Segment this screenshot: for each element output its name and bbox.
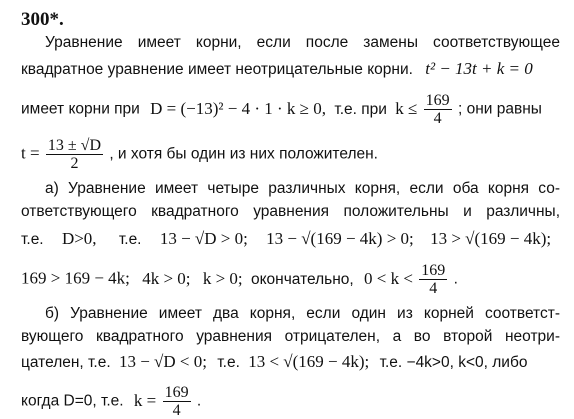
- intro-t-eq: t =: [21, 143, 40, 163]
- fraction-denominator: 4: [433, 110, 442, 127]
- part-b-line-3-text-c: т.е. −4k>0, k<0, либо: [379, 354, 528, 371]
- intro-equation: t² − 13t + k = 0: [425, 59, 533, 78]
- part-b-line-1: б) Уравнение имеет два корня, если один из корней соответст-: [45, 305, 560, 322]
- part-a-ineq-5: 4k > 0;: [142, 268, 191, 288]
- intro-line-3: [21, 92, 574, 127]
- part-a-line-2: ответствующего квадратного уравнения положительны и различны,: [21, 203, 560, 220]
- part-b-line-3: [21, 352, 574, 373]
- part-a-line-4: [21, 262, 574, 297]
- intro-line-3-text-b: т.е. при: [334, 100, 387, 118]
- part-a-line-3: [21, 229, 574, 250]
- fraction-denominator: 4: [429, 280, 438, 297]
- fraction-numerator: 169: [421, 262, 446, 279]
- part-a-line-4-end: .: [453, 270, 458, 288]
- part-b-k-eq: k =: [133, 390, 157, 410]
- part-b-fraction: [163, 384, 191, 419]
- problem-number: 300*.: [21, 9, 64, 30]
- intro-root-fraction: [46, 137, 103, 172]
- fraction-numerator: 169: [425, 92, 450, 109]
- intro-line-3-text-a: имеет корни при: [21, 100, 140, 118]
- part-a-ineq-2: 13 − √(169 − 4k) > 0;: [266, 229, 414, 248]
- part-b-line-4: [21, 384, 574, 419]
- intro-line-4: [21, 137, 574, 172]
- intro-fraction: [424, 92, 452, 127]
- part-a-line-3-text-a: т.е.: [21, 231, 44, 248]
- part-a-ineq-4: 169 > 169 − 4k;: [21, 268, 130, 288]
- part-a-line-3-text-b: т.е.: [118, 231, 142, 248]
- intro-discriminant: D = (−13)² − 4 · 1 · k ≥ 0,: [150, 98, 327, 118]
- intro-line-3-text-c: ; они равны: [457, 100, 542, 118]
- part-b-line-3-text-a: цателен, т.е.: [21, 354, 111, 371]
- part-b-line-3-text-b: т.е.: [217, 354, 240, 371]
- part-a-line-4-text: окончательно,: [250, 270, 354, 288]
- part-a-final-range: 0 < k <: [364, 268, 413, 288]
- part-a-ineq-1: 13 − √D > 0;: [159, 229, 248, 248]
- fraction-numerator: 169: [164, 384, 189, 401]
- fraction-denominator: 4: [172, 402, 181, 419]
- fraction-numerator: 13 ± √D: [47, 137, 101, 154]
- part-b-line-2: вующего квадратного уравнения отрицателен, а во второй неотри-: [21, 328, 560, 345]
- part-b-line-4-text: когда D=0, т.е.: [21, 392, 124, 410]
- intro-line-4-text: , и хотя бы один из них положителен.: [109, 145, 378, 163]
- intro-line-2: [21, 59, 574, 80]
- part-b-ineq-2: 13 < √(169 − 4k);: [248, 352, 370, 371]
- part-a-ineq-6: k > 0;: [202, 268, 243, 288]
- part-a-d-positive: D>0,: [61, 229, 97, 248]
- intro-line-1: Уравнение имеет корни, если после замены соответствующее: [45, 34, 560, 51]
- part-b-ineq-1: 13 − √D < 0;: [118, 352, 207, 371]
- part-a-line-1: а) Уравнение имеет четыре различных корня, если оба корня со-: [45, 180, 560, 197]
- fraction-denominator: 2: [70, 155, 79, 172]
- part-a-ineq-3: 13 > √(169 − 4k);: [430, 229, 552, 248]
- intro-k-bound: k ≤: [395, 98, 418, 118]
- part-b-line-4-end: .: [196, 392, 202, 410]
- part-a-fraction: [419, 262, 447, 297]
- intro-line-2-text: квадратное уравнение имеет неотрицательные корни.: [21, 61, 413, 78]
